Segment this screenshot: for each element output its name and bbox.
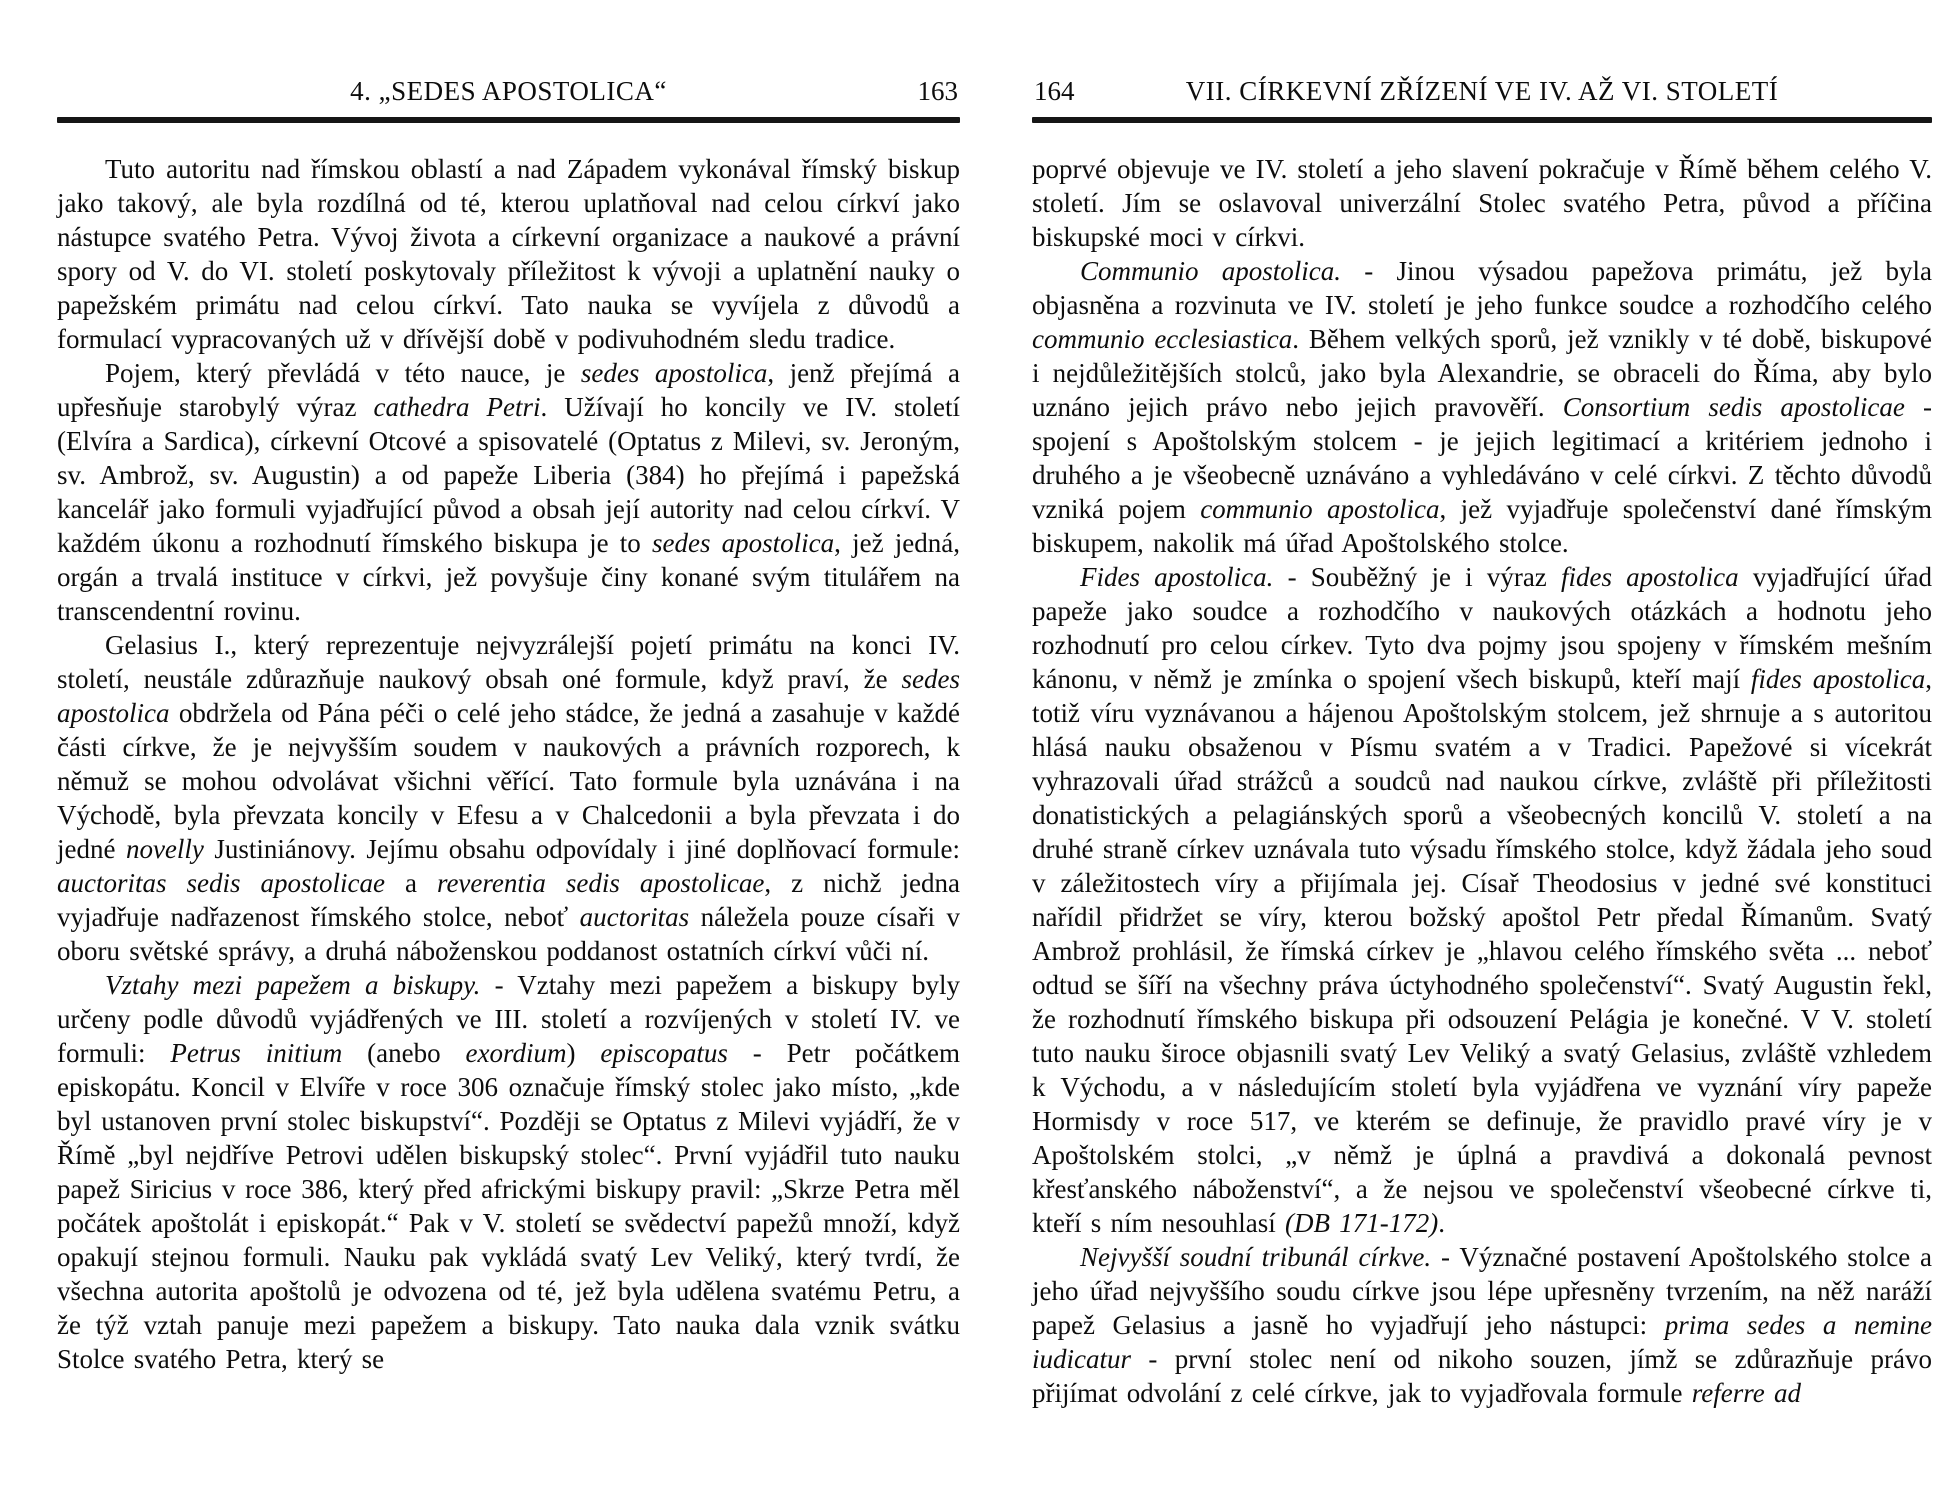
italic-text-run: episcopatus <box>600 1038 728 1068</box>
header-rule <box>57 117 960 123</box>
text-run: Justiniánovy. Jejímu obsahu odpovídaly i jiné doplňovací formule: <box>203 834 960 864</box>
page-body <box>1032 152 1932 1410</box>
text-run: , jež vyjadřuje společenství dané římským biskupem, nakolik má úřad Apoštolského stolce. <box>1032 494 1932 558</box>
page-title: 4. „SEDES APOSTOLICA“ <box>350 76 667 106</box>
italic-text-run: fides apostolica <box>1750 664 1926 694</box>
italic-text-run: Vztahy mezi papežem a biskupy. <box>105 970 481 1000</box>
page-title: VII. CÍRKEVNÍ ZŘÍZENÍ VE IV. AŽ VI. STOLETÍ <box>1185 76 1779 106</box>
page-body <box>57 152 960 1376</box>
text-run: a <box>384 868 437 898</box>
italic-text-run: Petrus initium <box>170 1038 343 1068</box>
italic-text-run: Consortium sedis apostolicae <box>1562 392 1905 422</box>
italic-text-run: reverentia sedis apostolicae <box>436 868 765 898</box>
text-run: , jež jedná, orgán a trvalá instituce v církvi, jež povyšuje činy konané svým titulářem na transcendentní rovinu. <box>57 528 960 626</box>
text-run: , totiž víru vyznávanou a hájenou Apoštolským stolcem, jež shrnuje a s autoritou hlásá nauku obsaženou v Písmu svatém a v Tradici. Papežové si vícekrát vyhrazovali úřad strážců a soudců nad naukou církve, zvláště při příležitosti donatistických a pelagiánských sporů a všeobecných koncilů V. století a na druhé straně církev uznávala tuto výsadu římského stolce, když žádala jeho soud v záležitostech víry a přijímala jej. Císař Theodosius v jedné své konstituci nařídil přidržet se víry, kterou božský apoštol Petr předal Římanům. Svatý Ambrož prohlásil, že římská církev je „hlavou celého římského světa ... neboť odtud se šíří na všechny práva úctyhodného společenství“. Svatý Augustin řekl, že rozhodnutí římského biskupa při odsouzení Pelágia je konečné. V V. století tuto nauku široce objasnili svatý Lev Veliký a svatý Gelasius, zvláště vzhledem k Východu, a v následujícím století byla vyjádřena ve vyznání víry papeže Hormisdy v roce 517, ve kterém se definuje, že pravidlo pravé víry je v Apoštolském stolci, „v němž je úplná a pravdivá a dokonalá pevnost křesťanského náboženství“, a že nejsou ve společenství všeobecné církve ti, kteří s ním nesouhlasí <box>1032 664 1932 1238</box>
text-run: - Vztahy mezi papežem a biskupy byly určeny podle důvodů vyjádřených ve III. století a rozvíjených v století IV. ve formuli: <box>57 970 961 1068</box>
italic-text-run: Communio apostolica. <box>1080 256 1342 286</box>
italic-text-run: auctoritas <box>579 902 690 932</box>
text-run: obdržela od Pána péči o celé jeho stádce, že jedná a zasahuje v každé části církve, že je nejvyšším soudem v naukových a právních rozporech, k němuž se mohou odvolávat všichni věřící. Tato formule byla uznávána i na Východě, byla převzata koncily v Efesu a v Chalcedonii a byla převzata i do jedné <box>57 698 960 864</box>
text-run: - Význačné postavení Apoštolského stolce a jeho úřad nejvyššího soudu církve jsou lépe upřesněny tvrzením, na něž naráží papež Gelasius a jasně ho vyjadřují jeho nástupci: <box>1032 1242 1932 1340</box>
text-run: Pojem, který převládá v této nauce, je <box>105 358 581 388</box>
page-header <box>1032 74 1932 110</box>
italic-text-run: sedes apostolica <box>580 358 768 388</box>
italic-text-run: (DB 171-172) <box>1284 1208 1439 1238</box>
text-run: ) <box>566 1038 601 1068</box>
italic-text-run: Fides apostolica. <box>1080 562 1274 592</box>
italic-text-run: novelly <box>125 834 204 864</box>
paragraph <box>1032 254 1932 560</box>
page-number: 164 <box>1034 76 1075 106</box>
italic-text-run: communio ecclesiastica <box>1032 324 1293 354</box>
text-run: vyjadřující úřad papeže jako soudce a rozhodčího v naukových otázkách a hodnotu jeho rozhodnutí pro celou církev. Tyto dva pojmy jsou spojeny v římském mešním kánonu, v němž je zmínka o spojení všech biskupů, kteří mají <box>1032 562 1932 694</box>
paragraph <box>1032 152 1932 254</box>
text-run: (anebo <box>342 1038 466 1068</box>
text-run: poprvé objevuje ve IV. století a jeho slavení pokračuje v Římě během celého V. století. Jím se oslavoval univerzální Stolec svatého Petra, původ a příčina biskupské moci v církvi. <box>1032 154 1932 252</box>
italic-text-run: exordium <box>465 1038 567 1068</box>
italic-text-run: communio apostolica <box>1200 494 1440 524</box>
page-header <box>57 74 960 110</box>
text-run: . Užívají ho koncily ve IV. století (Elvíra a Sardica), církevní Otcové a spisovatelé (Optatus z Milevi, sv. Jeroným, sv. Ambrož, sv. Augustin) a od papeže Liberia (384) ho přejímá i papežská kancelář jako formuli vyjadřující původ a obsah její autority nad celou církví. V každém úkonu a rozhodnutí římského biskupa je to <box>57 392 960 558</box>
paragraph <box>57 356 960 628</box>
italic-text-run: sedes apostolica <box>57 664 960 728</box>
text-run: - Petr počátkem episkopátu. Koncil v Elvíře v roce 306 označuje římský stolec jako místo, „kde byl ustanoven první stolec biskupství“. Později se Optatus z Milevi vyjádří, že v Římě „byl nejdříve Petrovi udělen biskupský stolec“. První vyjádřil tuto nauku papež Siricius v roce 386, který před africkými biskupy pravil: „Skrze Petra měl počátek apoštolát i episkopát.“ Pak v V. století se svědectví papežů množí, když opakují stejnou formuli. Nauku pak vykládá svatý Lev Veliký, který tvrdí, že všechna autorita apoštolů je odvozena od té, jež byla udělena svatému Petru, a že týž vztah panuje mezi papežem a biskupy. Tato nauka dala vznik svátku Stolce svatého Petra, který se <box>57 1038 960 1374</box>
text-run: Tuto autoritu nad římskou oblastí a nad Západem vykonával římský biskup jako takový, ale byla rozdílná od té, kterou uplatňoval nad celou církví jako nástupce svatého Petra. Vývoj života a církevní organizace a naukové a právní spory od V. do VI. století poskytovaly příležitost k vývoji a uplatnění nauky o papežském primátu nad celou církví. Tato nauka se vyvíjela z důvodů a formulací vypracovaných už v dřívější době v podivuhodném sledu tradice. <box>57 154 960 354</box>
text-run: . Během velkých sporů, jež vznikly v té době, biskupové i nejdůležitějších stolců, jako byla Alexandrie, se obraceli do Říma, aby bylo uznáno jejich právo nebo jejich pravověří. <box>1032 324 1932 422</box>
italic-text-run: sedes apostolica <box>651 528 835 558</box>
text-run: , z nichž jedna vyjadřuje nadřazenost římského stolce, neboť <box>57 868 961 932</box>
italic-text-run: referre ad <box>1691 1378 1802 1408</box>
text-run: . <box>1438 1208 1445 1238</box>
header-rule <box>1032 117 1932 123</box>
text-run: - první stolec není od nikoho souzen, jímž se zdůrazňuje právo přijímat odvolání z celé církve, jak to vyjadřovala formule <box>1032 1344 1932 1408</box>
text-run: - Jinou výsadou papežova primátu, jež byla objasněna a rozvinuta ve IV. století je jeho funkce soudce a rozhodčího celého <box>1032 256 1932 320</box>
paragraph <box>1032 1240 1932 1410</box>
italic-text-run: prima sedes a nemine iudicatur <box>1032 1310 1933 1374</box>
paragraph <box>57 968 960 1376</box>
italic-text-run: fides apostolica <box>1560 562 1739 592</box>
italic-text-run: Nejvyšší soudní tribunál církve. <box>1080 1242 1432 1272</box>
paragraph <box>57 152 960 356</box>
text-run: náležela pouze císaři v oboru světské správy, a druhá náboženskou poddanost ostatních církví vůči ní. <box>57 902 960 966</box>
page-right <box>1032 74 1932 1410</box>
text-run: - Souběžný je i výraz <box>1273 562 1561 592</box>
italic-text-run: cathedra Petri <box>373 392 541 422</box>
text-run: - spojení s Apoštolským stolcem - je jejich legitimací a kritériem jednoho i druhého a je všeobecně uznáváno a vyhledáváno v celé církvi. Z těchto důvodů vzniká pojem <box>1032 392 1932 524</box>
paragraph <box>57 628 960 968</box>
italic-text-run: auctoritas sedis apostolicae <box>57 868 385 898</box>
paragraph <box>1032 560 1932 1240</box>
text-run: Gelasius I., který reprezentuje nejvyzrálejší pojetí primátu na konci IV. století, neustále zdůrazňuje naukový obsah oné formule, když praví, že <box>57 630 960 694</box>
page-number: 163 <box>917 76 958 106</box>
text-run: , jenž přejímá a upřesňuje starobylý výraz <box>57 358 960 422</box>
page-left <box>57 74 960 1376</box>
